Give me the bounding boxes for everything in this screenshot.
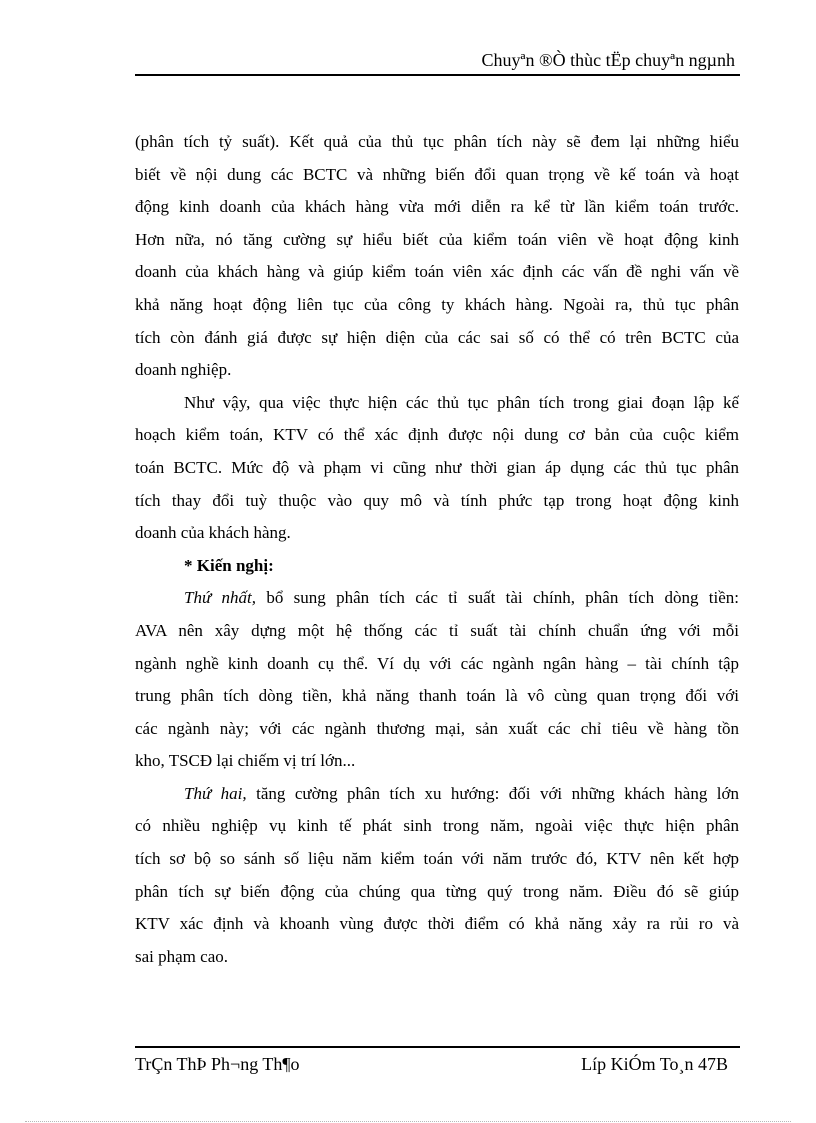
text-line: doanh của khách hàng và giúp kiểm toán viên xác định các vấn đề nghi vấn về	[135, 262, 739, 282]
text-line: các ngành này; với các ngành thương mại, sản xuất các chỉ tiêu về hàng tồn	[135, 718, 739, 738]
text-line: Hơn nữa, nó tăng cường sự hiểu biết của kiểm toán viên về hoạt động kinh	[135, 229, 739, 249]
text-line: động kinh doanh của khách hàng vừa mới diễn ra kể từ lần kiểm toán trước.	[135, 197, 739, 217]
page-footer	[135, 1046, 740, 1078]
text-line: (phân tích tỷ suất). Kết quả của thủ tục phân tích này sẽ đem lại những hiểu	[135, 132, 739, 151]
footer-author: TrÇn ThÞ Ph¬ng Th¶o	[135, 1054, 300, 1074]
text-line: phân tích sự biến động của chúng qua từng quý trong năm. Điều đó sẽ giúp	[135, 881, 739, 901]
page-edge-divider	[25, 1121, 791, 1122]
text-line: doanh của khách hàng.	[135, 523, 291, 543]
text-line: sai phạm cao.	[135, 946, 228, 966]
italic-lead: Thứ hai,	[184, 783, 247, 803]
text-line: Như vậy, qua việc thực hiện các thủ tục phân tích trong giai đoạn lập kế	[184, 392, 739, 412]
text-line	[135, 778, 739, 811]
text-line: khả năng hoạt động liên tục của công ty khách hàng. Ngoài ra, thủ tục phân	[135, 294, 739, 314]
page-header	[135, 48, 740, 76]
italic-lead: Thứ nhất,	[184, 588, 257, 608]
text-line: kho, TSCĐ lại chiếm vị trí lớn...	[135, 751, 356, 771]
text-line: biết về nội dung các BCTC và những biến đổi quan trọng về kế toán và hoạt	[135, 164, 739, 184]
text-line: AVA nên xây dựng một hệ thống các tỉ suất tài chính chuẩn ứng với mỗi	[135, 620, 739, 640]
text-line: tích thay đổi tuỳ thuộc vào quy mô và tính phức tạp trong hoạt động kinh	[135, 490, 739, 510]
text-line: ngành nghề kinh doanh cụ thể. Ví dụ với các ngành ngân hàng – tài chính tập	[135, 653, 739, 673]
document-body	[135, 126, 739, 973]
text-line	[135, 582, 739, 615]
text-run: bổ sung phân tích các tỉ suất tài chính, phân tích dòng tiền:	[256, 588, 739, 608]
text-line: tích sơ bộ so sánh số liệu năm kiểm toán với năm trước đó, KTV nên kết hợp	[135, 849, 739, 869]
text-line: có nhiều nghiệp vụ kinh tế phát sinh trong năm, ngoài việc thực hiện phân	[135, 816, 739, 836]
footer-class: Líp KiÓm To¸n 47B	[581, 1054, 728, 1074]
text-line: tích còn đánh giá được sự hiện diện của các sai số có thể có trên BCTC của	[135, 327, 739, 347]
text-run: tăng cường phân tích xu hướng: đối với những khách hàng lớn	[246, 783, 739, 803]
text-line: toán BCTC. Mức độ và phạm vi cũng như thời gian áp dụng các thủ tục phân	[135, 457, 739, 477]
text-line: trung phân tích dòng tiền, khả năng thanh toán là vô cùng quan trọng đối với	[135, 686, 739, 706]
text-line: doanh nghiệp.	[135, 360, 232, 380]
header-title: Chuyªn ®Ò thùc tËp chuyªn ngµnh	[481, 50, 735, 70]
text-line: hoạch kiểm toán, KTV có thể xác định được nội dung cơ bản của cuộc kiểm	[135, 425, 739, 445]
text-line: KTV xác định và khoanh vùng được thời điểm có khả năng xảy ra rủi ro và	[135, 914, 739, 934]
section-heading: * Kiến nghị:	[184, 555, 274, 575]
